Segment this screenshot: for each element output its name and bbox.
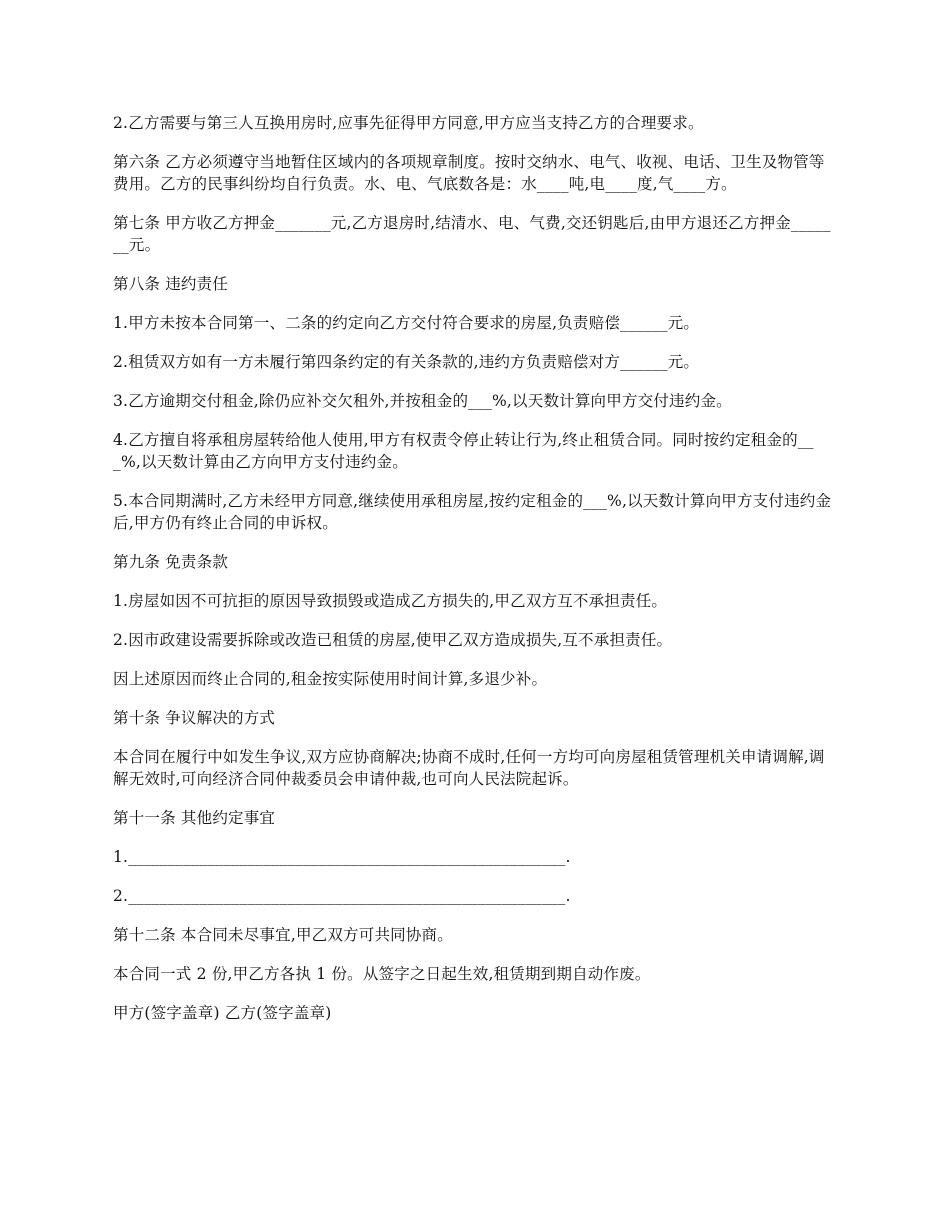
clause-9-note: 因上述原因而终止合同的,租金按实际使用时间计算,多退少补。 <box>113 670 548 688</box>
clause-8-item-3: 3.乙方逾期交付租金,除仍应补交欠租外,并按租金的___%,以天数计算向甲方交付违约金。 <box>113 392 732 410</box>
clause-9-item-1: 1.房屋如因不可抗拒的原因导致损毁或造成乙方损失的,甲乙双方互不承担责任。 <box>113 592 668 610</box>
signature-line: 甲方(签字盖章) 乙方(签字盖章) <box>113 1004 332 1022</box>
clause-7: 第七条 甲方收乙方押金_______元,乙方退房时,结清水、电、气费,交还钥匙后,由甲方退还乙方押金_______元。 <box>113 214 831 254</box>
clause-8-item-4: 4.乙方擅自将承租房屋转给他人使用,甲方有权责令停止转让行为,终止租赁合同。同时按约定租金的___%,以天数计算由乙方向甲方支付违约金。 <box>113 431 814 471</box>
clause-8-item-1: 1.甲方未按本合同第一、二条的约定向乙方交付符合要求的房屋,负责赔偿______元。 <box>113 314 700 332</box>
clause-10-heading: 第十条 争议解决的方式 <box>113 709 276 727</box>
clause-11-heading: 第十一条 其他约定事宜 <box>113 809 276 827</box>
clause-12: 第十二条 本合同未尽事宜,甲乙双方可共同协商。 <box>113 926 453 944</box>
clause-5-item-2: 2.乙方需要与第三人互换用房时,应事先征得甲方同意,甲方应当支持乙方的合理要求。 <box>113 114 704 132</box>
clause-10-text: 本合同在履行中如发生争议,双方应协商解决;协商不成时,任何一方均可向房屋租赁管理机关申请调解,调解无效时,可向经济合同仲裁委员会申请仲裁,也可向人民法院起诉。 <box>113 748 825 788</box>
clause-11-item-1: 1._______________________________________________________. <box>113 848 571 866</box>
clause-9-heading: 第九条 免责条款 <box>113 553 229 571</box>
clause-11-item-2: 2._______________________________________________________. <box>113 887 571 905</box>
copies-note: 本合同一式 2 份,甲乙方各执 1 份。从签字之日起生效,租赁期到期自动作废。 <box>113 965 651 983</box>
clause-8-item-2: 2.租赁双方如有一方未履行第四条约定的有关条款的,违约方负责赔偿对方______元。 <box>113 353 700 371</box>
clause-8-item-5: 5.本合同期满时,乙方未经甲方同意,继续使用承租房屋,按约定租金的___%,以天数计算向甲方支付违约金后,甲方仍有终止合同的申诉权。 <box>113 492 832 532</box>
clause-9-item-2: 2.因市政建设需要拆除或改造已租赁的房屋,使甲乙双方造成损失,互不承担责任。 <box>113 631 673 649</box>
clause-6: 第六条 乙方必须遵守当地暂住区域内的各项规章制度。按时交纳水、电气、收视、电话、卫生及物管等费用。乙方的民事纠纷均自行负责。水、电、气底数各是：水____吨,电____度,气____方。 <box>113 153 825 193</box>
clause-8-heading: 第八条 违约责任 <box>113 275 229 293</box>
document-body <box>113 112 838 1041</box>
